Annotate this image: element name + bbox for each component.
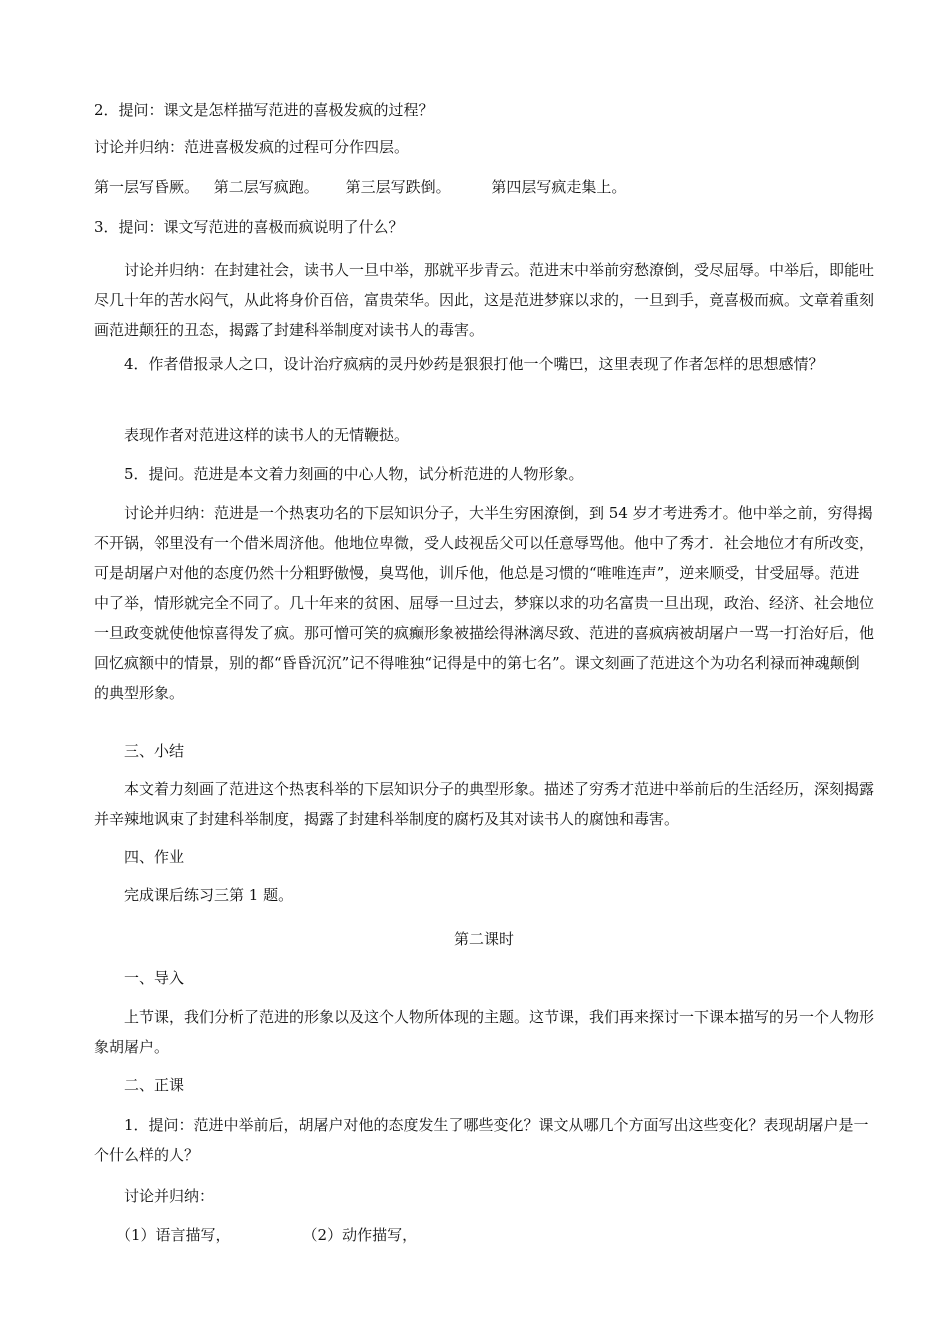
- section-heading: 四、作业: [124, 848, 185, 866]
- section-heading: 二、正课: [124, 1076, 185, 1094]
- question-1: 1．提问：范进中举前后，胡屠户对他的态度发生了哪些变化？课文从哪几个方面写出这些变化？表现胡屠户是一个什么样的人？: [94, 1116, 869, 1164]
- answer-text: 表现作者对范进这样的读书人的无情鞭挞。: [124, 426, 410, 444]
- intro-text: 上节课，我们分析了范进的形象以及这个人物所体现的主题。这节课，我们再来探讨一下课本描写的另一个人物形象胡屠户。: [94, 1008, 875, 1056]
- methods-line: [94, 1220, 874, 1250]
- section-heading: 一、导入: [124, 969, 185, 987]
- homework-text: 完成课后练习三第 1 题。: [124, 886, 294, 904]
- layer-3: 第三层写跌倒。: [345, 178, 451, 196]
- discussion-text: 讨论并归纳：: [124, 1187, 215, 1205]
- question-4: 4．作者借报录人之口，设计治疗疯病的灵丹妙药是狠狠打他一个嘴巴，这里表现了作者怎样的思想感情？: [124, 355, 824, 373]
- question-3: 3．提问：课文写范进的喜极而疯说明了什么？: [94, 218, 404, 236]
- question-5: 5．提问。范进是本文着力刻画的中心人物，试分析范进的人物形象。: [124, 465, 584, 483]
- layer-4: 第四层写疯走集上。: [491, 178, 627, 196]
- summary-text: 本文着力刻画了范进这个热衷科举的下层知识分子的典型形象。描述了穷秀才范进中举前后的生活经历，深刻揭露并辛辣地讽束了封建科举制度，揭露了封建科举制度的腐朽及其对读书人的腐蚀和毒害。: [94, 780, 875, 828]
- discussion-text: 讨论并归纳：在封建社会，读书人一旦中举，那就平步青云。范进末中举前穷愁潦倒，受尽屈辱。中举后，即能吐尽几十年的苦水闷气，从此将身价百倍，富贵荣华。因此，这是范进梦寐以求的，一旦到手，竟喜极而疯。文章着重刻画范进颠狂的丑态，揭露了封建科举制度对读书人的毒害。: [94, 261, 875, 339]
- lesson-title: 第二课时: [453, 930, 514, 948]
- discussion-text: 讨论并归纳：范进是一个热衷功名的下层知识分子，大半生穷困潦倒，到 54 岁才考进秀才。他中举之前，穷得揭不开锅，邻里没有一个借米周济他。他地位卑微，受人歧视岳父可以任意辱骂他。他中了秀才．社会地位才有所改变，可是胡屠户对他的态度仍然十分粗野傲慢，臭骂他，训斥他，他总是习惯的“唯唯连声”，逆来顺受，甘受屈辱。范进中了举，情形就完全不同了。几十年来的贫困、屈辱一旦过去，梦寐以求的功名富贵一旦出现，政治、经济、社会地位一旦政变就使他惊喜得发了疯。那可憎可笑的疯癫形象被描绘得淋漓尽致、范进的喜疯病被胡屠户一骂一打治好后，他回忆疯额中的情景，别的都“昏昏沉沉”记不得唯独“记得是中的第七名”。课文刻画了范进这个为功名利禄而神魂颠倒的典型形象。: [94, 504, 875, 702]
- question-2: 2．提问：课文是怎样描写范进的喜极发疯的过程？: [94, 101, 434, 119]
- discussion-text: 讨论并归纳：范进喜极发疯的过程可分作四层。: [94, 138, 410, 156]
- layer-1: 第一层写昏厥。: [94, 178, 200, 196]
- layer-2: 第二层写疯跑。: [213, 178, 319, 196]
- method-1: （1）语言描写，: [116, 1226, 231, 1244]
- section-heading: 三、小结: [124, 742, 185, 760]
- method-2: （2）动作描写，: [302, 1226, 418, 1244]
- layers-line: [94, 172, 874, 202]
